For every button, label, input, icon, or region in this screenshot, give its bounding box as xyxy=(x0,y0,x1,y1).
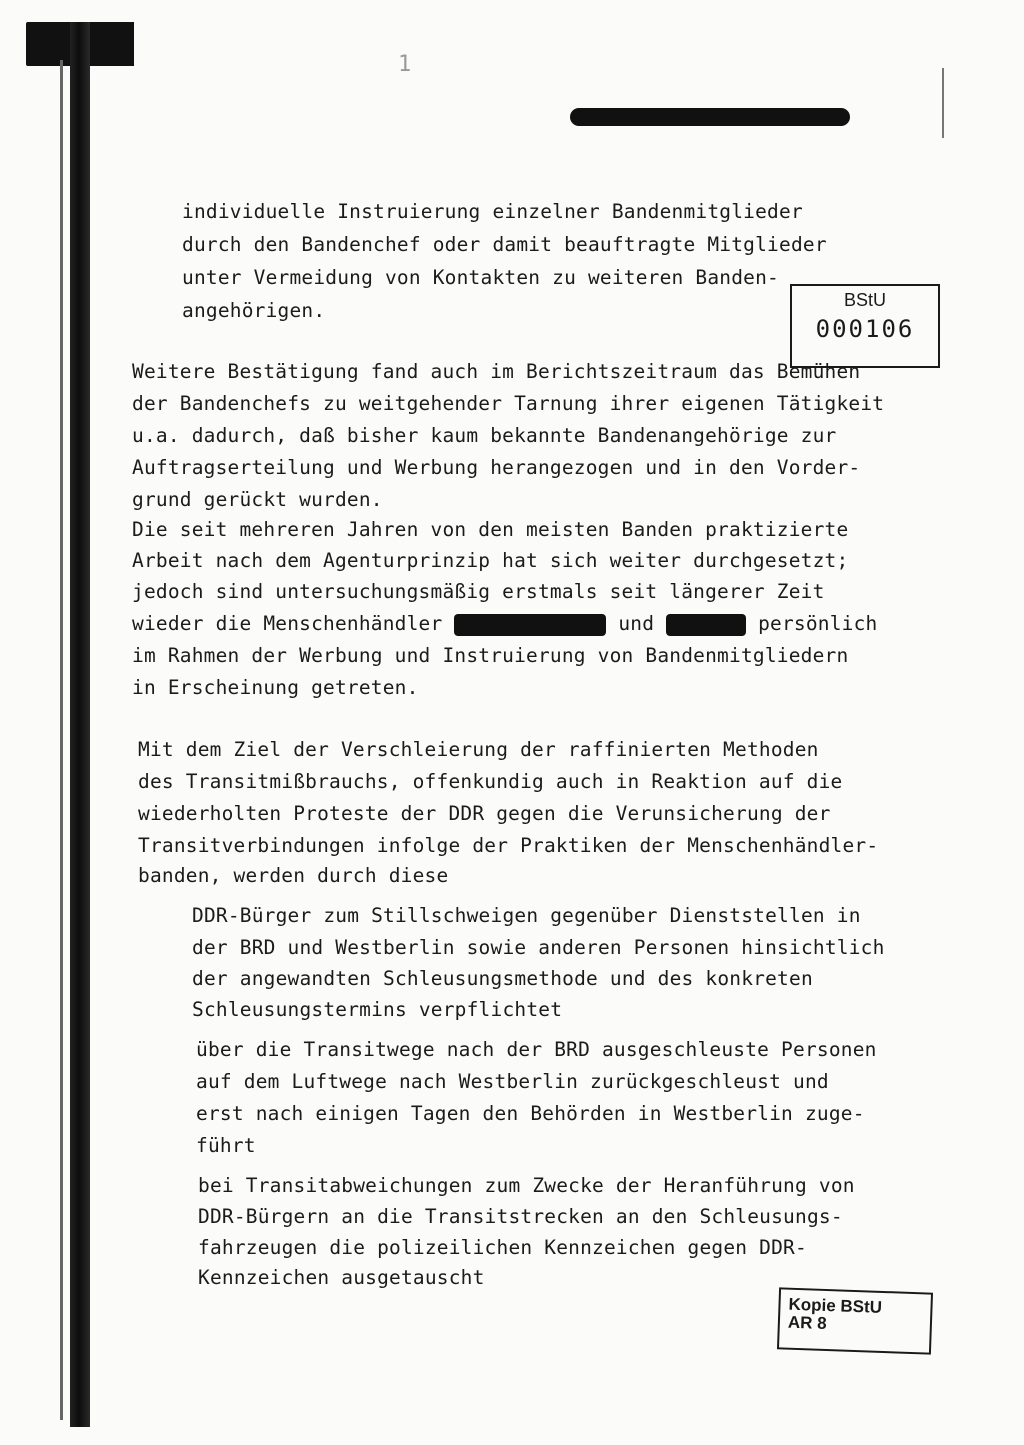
text-line: individuelle Instruierung einzelner Bandenmitglieder xyxy=(182,200,803,223)
text-line: grund gerückt wurden. xyxy=(132,488,383,511)
text-line: Kennzeichen ausgetauscht xyxy=(198,1266,485,1289)
text-line: unter Vermeidung von Kontakten zu weiteren Banden- xyxy=(182,266,779,289)
text-line-with-redactions xyxy=(132,612,878,636)
text-line: wiederholten Proteste der DDR gegen die Verunsicherung der xyxy=(138,802,831,825)
text-line: der angewandten Schleusungsmethode und des konkreten xyxy=(192,967,813,990)
text-line: fahrzeugen die polizeilichen Kennzeichen gegen DDR- xyxy=(198,1236,807,1259)
binding-edge xyxy=(70,22,90,1427)
text-line: über die Transitwege nach der BRD ausgeschleuste Personen xyxy=(196,1038,877,1061)
text-line: auf dem Luftwege nach Westberlin zurückgeschleust und xyxy=(196,1070,829,1093)
text-line: jedoch sind untersuchungsmäßig erstmals seit längerer Zeit xyxy=(132,580,825,603)
text-line: durch den Bandenchef oder damit beauftragte Mitglieder xyxy=(182,233,827,256)
text-line: Auftragserteilung und Werbung herangezogen und in den Vorder- xyxy=(132,456,861,479)
text-line: der BRD und Westberlin sowie anderen Personen hinsichtlich xyxy=(192,936,885,959)
text-fragment: wieder die Menschenhändler xyxy=(132,612,443,635)
text-line: des Transitmißbrauchs, offenkundig auch in Reaktion auf die xyxy=(138,770,843,793)
text-line: angehörigen. xyxy=(182,299,326,322)
text-line: Transitverbindungen infolge der Praktiken der Menschenhändler- xyxy=(138,834,879,857)
kopie-stamp-line2: AR 8 xyxy=(787,1312,827,1334)
name-redaction xyxy=(454,614,606,636)
text-line: führt xyxy=(196,1134,256,1157)
kopie-stamp-line1: Kopie BStU xyxy=(788,1294,883,1317)
text-line: DDR-Bürger zum Stillschweigen gegenüber Dienststellen in xyxy=(192,904,861,927)
kopie-stamp xyxy=(777,1287,933,1354)
text-line: Die seit mehreren Jahren von den meisten Banden praktizierte xyxy=(132,518,849,541)
margin-mark xyxy=(942,68,944,138)
text-line: im Rahmen der Werbung und Instruierung von Bandenmitgliedern xyxy=(132,644,849,667)
text-line: in Erscheinung getreten. xyxy=(132,676,419,699)
text-line: der Bandenchefs zu weitgehender Tarnung ihrer eigenen Tätigkeit xyxy=(132,392,885,415)
binding-line xyxy=(60,60,63,1420)
text-fragment: und xyxy=(618,612,655,635)
text-line: u.a. dadurch, daß bisher kaum bekannte Bandenangehörige zur xyxy=(132,424,837,447)
text-line: Arbeit nach dem Agenturprinzip hat sich weiter durchgesetzt; xyxy=(132,549,849,572)
bstu-stamp-label: BStU xyxy=(843,290,886,310)
bstu-stamp-number: 000106 xyxy=(815,315,915,343)
text-line: bei Transitabweichungen zum Zwecke der Heranführung von xyxy=(198,1174,855,1197)
page-number: 1 xyxy=(398,52,414,77)
header-redaction xyxy=(570,108,850,126)
text-line: erst nach einigen Tagen den Behörden in Westberlin zuge- xyxy=(196,1102,865,1125)
name-redaction xyxy=(666,614,746,636)
text-line: Schleusungstermins verpflichtet xyxy=(192,998,563,1021)
text-fragment: persönlich xyxy=(758,612,878,635)
text-line: DDR-Bürgern an die Transitstrecken an den Schleusungs- xyxy=(198,1205,843,1228)
text-line: banden, werden durch diese xyxy=(138,864,449,887)
text-line: Weitere Bestätigung fand auch im Berichtszeitraum das Bemühen xyxy=(132,360,861,383)
text-line: Mit dem Ziel der Verschleierung der raffinierten Methoden xyxy=(138,738,819,761)
bstu-stamp xyxy=(790,284,940,368)
